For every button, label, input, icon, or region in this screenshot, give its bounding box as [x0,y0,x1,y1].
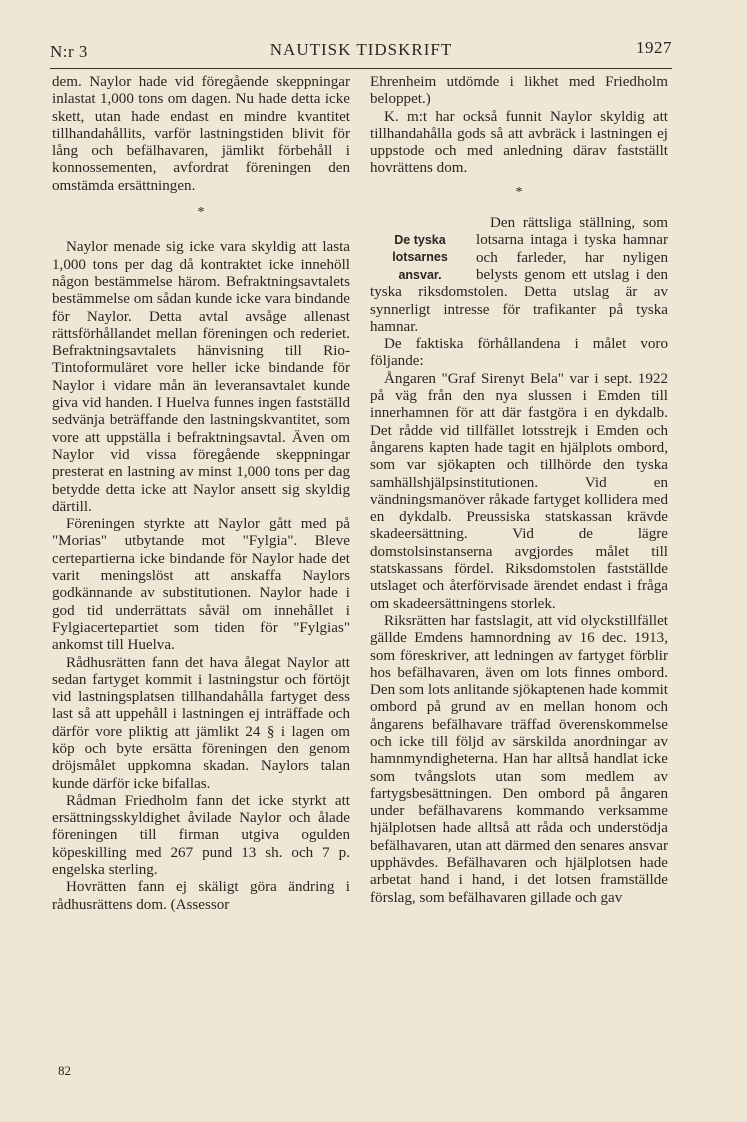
paragraph: Rådhusrätten fann det hava ålegat Naylor att sedan fartyget kommit i lastningstur och förtöjt vid lastningsplatsen tillhandahålla fartyget dess last så att uppehåll i lastningen ej inträffade och därför vore pliktig att jämlikt 24 § i lagen om köp och byte ersätta föreningen den genom dröjsmålet uppkomna skadan. Naylors talan kunde därför icke bifallas. [52,654,350,792]
paragraph: Riksrätten har fastslagit, att vid olyckstillfället gällde Emdens hamnordning av 16 dec. 1913, som föreskriver, att ledningen av fartyget förblir hos befälhavaren, även om lots finnes ombord. Den som lots anlitande sjökaptenen hade kommit ombord på grund av en mellan honom och ångarens befälhavare träffad överenskommelse och icke till följd av särskilda anordningar av hamnmyndigheterna. Han har alltså handlat icke som tvångslots utan som medlem av fartygsbesättningen. Den ombord på ångaren under befälhavarens kommando verksamme hjälplotsen hade alltså att råda och understödja befälhavaren, utan att därmed den senares ansvar upphävdes. Befälhavaren och hjälplotsen hade arbetat hand i hand, i det lotsen framställde förslag, som befälhavaren gillade och gav [370,612,668,906]
issue-number: N:r 3 [50,42,88,61]
paragraph: Den rättsliga ställning, som lotsarna intaga i tyska hamnar och farleder, har nyligen belysts genom ett utslag i den tyska riksdomstolen. Detta utslag är av synnerligt intresse för trafikanter på tyska hamnar. [370,215,668,335]
page-number: 82 [58,1063,71,1078]
right-column [370,74,668,907]
paragraph: Naylor menade sig icke vara skyldig att lasta 1,000 tons per dag då kontraktet icke innehöll någon bestämmelse härom. Befraktningsavtalets bestämmelse om sådan kunde icke vara bindande för Naylor. Detta avtal avsåge allenast rättsförhållandet mellan föreningen och rederiet. Befraktningsavtalets hänvisning till Rio-Tintoformuläret vore heller icke bindande för Naylor i vidare mån än leveransavtalet kunde giva vid handen. I Huelva funnes ingen fastställd sedvänja beträffande den lastningskvantitet, som vore att uppställa i befraktningsavtal. Även om Naylor vid vissa föregående skeppningar presterat en lastning av minst 1,000 tons per dag betydde detta icke att Naylor ansett sig skyldig därtill. [52,239,350,515]
paragraph: K. m:t har också funnit Naylor skyldig att tillhandahålla gods så att avbräck i lastningen ej uppstode och med anledning därav fastställt hovrättens dom. [370,108,668,177]
header-rule [50,68,672,69]
left-column [52,74,350,914]
paragraph: Föreningen styrkte att Naylor gått med på "Morias" utbytande mot "Fylgia". Bleve certepartierna icke bindande för Naylor hade det varit meningslöst att anskaffa Naylors godkännande av substitutionen. Naylor hade i god tid underrättats såväl om innehållet i Fylgiacertepartiet som tiden för "Fylgias" ankomst till Huelva. [52,516,350,654]
paragraph: Hovrätten fann ej skäligt göra ändring i rådhusrättens dom. (Assessor [52,879,350,913]
section-separator: * [197,205,205,221]
paragraph: Ångaren "Graf Sirenyt Bela" var i sept. 1922 på väg från den nya slussen i Emden till innerhamnen för att där fastgöra i en dykdalb. Det rådde vid tillfället lotsstrejk i Emden och ångarens kapten hade tagit en hjälplots ombord, som var sjökapten och tillhörde den tyska samhällshjälpsinstitutionen. Vid en vändningsmanöver råkade fartyget kollidera med en dykdalb. Preussiska statskassan krävde skadeersättning. Vid de lägre domstolsinstanserna avgjordes målet till statskassans fördel. Riksdomstolen fastställde utslaget och återförvisade ärendet endast i fråga om skadeersättningens storlek. [370,370,668,612]
paragraph: De faktiska förhållandena i målet voro följande: [370,336,668,370]
paragraph: Rådman Friedholm fann det icke styrkt att ersättningsskyldighet åvilade Naylor och ålade föreningen till firman utgiva ogulden köpeskilling med 267 pund 13 sh. och 7 p. engelska sterling. [52,792,350,879]
paragraph: Ehrenheim utdömde i likhet med Friedholm beloppet.) [370,74,668,108]
margin-note-heading: De tyska lotsarnes ansvar. [392,233,448,282]
section-separator: * [515,184,523,200]
page-header [50,36,672,66]
year: 1927 [636,38,672,57]
journal-title: NAUTISK TIDSKRIFT [269,40,453,59]
paragraph: dem. Naylor hade vid föregående skeppningar inlastat 1,000 tons om dagen. Nu hade detta icke skett, utan hade endast en mindre kvantitet tillhandahållits, varför lastningstiden blivit för lång och befälhavaren, jämlikt förbehåll i konnossementen, avfordrat föreningen den omstämda ersättningen. [52,74,350,194]
